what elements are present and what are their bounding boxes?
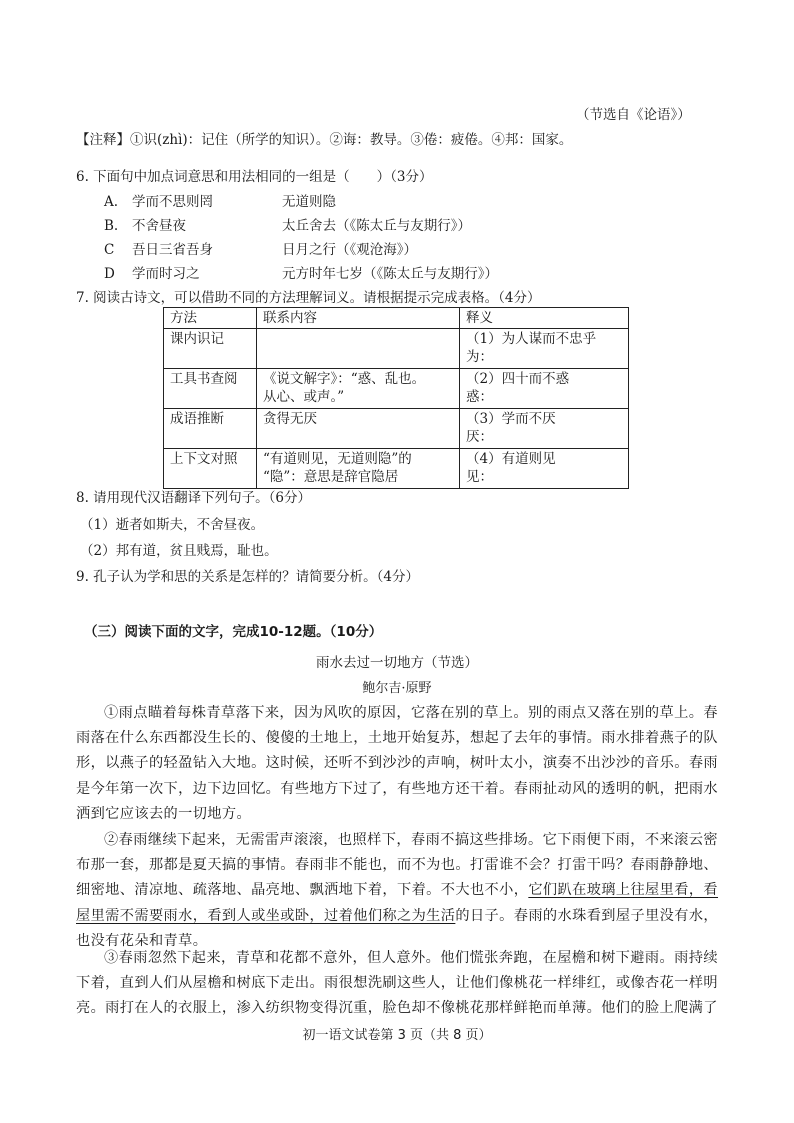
option-left: 学而不思则罔: [132, 194, 213, 210]
option-letter: B.: [104, 218, 119, 234]
option-letter: C: [104, 242, 115, 258]
passage-source: （节选自《论语》）: [576, 107, 691, 123]
question-6-option: [104, 217, 471, 235]
content-cell: [257, 409, 460, 449]
table-header-row: [164, 308, 629, 329]
meaning-line: 厌：: [466, 429, 493, 446]
table-header: 联系内容: [257, 308, 460, 329]
option-letter: A.: [104, 194, 119, 210]
method-cell: 成语推断: [164, 409, 257, 449]
meaning-line: （1）为人谋而不忠乎: [466, 331, 597, 348]
option-right: 太丘舍去（《陈太丘与友期行》）: [282, 218, 471, 234]
meaning-line: 为：: [466, 349, 493, 366]
question-6-option: [104, 265, 498, 283]
paragraph-2-text: ②春雨继续下起来，无需雷声滚滚，也照样下，春雨不搞这些排场。它下雨便下雨，不来滚云密布那一套，那都是夏天搞的事情。春雨非不能也，而不为也。打雷谁不会？打雷干吗？春雨静静地、细密地、清凉地、疏落地、晶亮地、飘洒地下着，下着。不大也不小，: [76, 832, 718, 899]
table-header: 方法: [164, 308, 257, 329]
meaning-line: （2）四十而不惑: [466, 371, 570, 388]
content-line: 《说文解字》：“惑、乱也。: [263, 371, 426, 388]
table-row: [164, 329, 629, 369]
option-right: 日月之行（《观沧海》）: [282, 242, 417, 258]
option-letter: D: [104, 266, 115, 282]
option-left: 学而时习之: [132, 266, 200, 282]
table-row: [164, 409, 629, 449]
meaning-cell: [460, 409, 629, 449]
content-cell: [257, 449, 460, 489]
content-line: 贪得无厌: [263, 411, 317, 428]
paragraph-3: ③春雨忽然下起来，青草和花都不意外，但人意外。他们慌张奔跑，在屋檐和树下避雨。雨持续下着，直到人们从屋檐和树底下走出。雨很想洗刷这些人，让他们像桃花一样绯红，或像杏花一样明亮。雨打在人的衣服上，渗入纺织物变得沉重，脸色却不像桃花那样鲜艳而单薄。他们的脸上爬满了: [76, 950, 718, 1017]
content-line: “有道则见，无道则隐”的: [263, 451, 412, 468]
question-6-option: [104, 241, 417, 259]
meaning-line: （3）学而不厌: [466, 411, 556, 428]
meaning-cell: [460, 369, 629, 409]
option-left: 不舍昼夜: [132, 218, 186, 234]
meaning-line: （4）有道则见: [466, 451, 556, 468]
content-cell: [257, 329, 460, 369]
section-title: （三）阅读下面的文字，完成10-12题。（10分）: [84, 624, 383, 640]
paragraph-2-text-end: 的日子。春雨的水珠看到屋子里没有水，也没有花朵和青草。: [76, 907, 719, 949]
annotation-note: 【注释】①识(zhì)：记住（所学的知识）。②诲：教导。③倦：疲倦。④邦：国家。: [76, 132, 573, 148]
paragraph-1: ①雨点瞄着每株青草落下来，因为风吹的原因，它落在别的草上。别的雨点又落在别的草上。春雨落在什么东西都没生长的、傻傻的土地上，土地开始复苏，想起了去年的事情。雨水排着燕子的队形，以燕子的轻盈钻入大地。这时候，还听不到沙沙的声响，树叶太小，演奏不出沙沙的音乐。春雨是今年第一次下，边下边回忆。有些地方下过了，有些地方还干着。春雨扯动风的透明的帆，把雨水洒到它应该去的一切地方。: [76, 705, 718, 822]
meaning-line: 惑：: [466, 389, 493, 406]
question-7-stem: 7. 阅读古诗文，可以借助不同的方法理解词义。请根据提示完成表格。（4分）: [76, 290, 541, 306]
paragraph-2: [76, 828, 718, 954]
question-8-item: （1）逝者如斯夫，不舍昼夜。: [80, 517, 265, 533]
question-6-option: [104, 193, 336, 211]
article-author: 鲍尔吉·原野: [362, 681, 432, 696]
question-9-stem: 9. 孔子认为学和思的关系是怎样的？请简要分析。（4分）: [76, 569, 420, 585]
question-8-stem: 8. 请用现代汉语翻译下列句子。（6分）: [76, 490, 312, 506]
meaning-cell: [460, 329, 629, 369]
table-row: [164, 369, 629, 409]
underlined-sentence: 它们趴在玻璃上往屋里看，看屋里需不需要雨水，看到人或坐或卧，过着他们称之为生活: [76, 882, 719, 924]
content-line: “隐”：意思是辞官隐居: [263, 469, 399, 486]
meaning-cell: [460, 449, 629, 489]
page-footer: 初一语文试卷第 3 页（共 8 页）: [302, 1028, 492, 1043]
article-title: 雨水去过一切地方（节选）: [316, 655, 478, 671]
vocabulary-table: [163, 307, 629, 489]
question-8-item: （2）邦有道，贫且贱焉，耻也。: [80, 543, 278, 559]
content-cell: [257, 369, 460, 409]
table-row: [164, 449, 629, 489]
option-right: 元方时年七岁（《陈太丘与友期行》）: [282, 266, 498, 282]
method-cell: 上下文对照: [164, 449, 257, 489]
option-right: 无道则隐: [282, 194, 336, 210]
question-6-stem: 6. 下面句中加点词意思和用法相同的一组是（ ）（3分）: [76, 169, 433, 185]
method-cell: 工具书查阅: [164, 369, 257, 409]
meaning-line: 见：: [466, 469, 493, 486]
option-left: 吾日三省吾身: [132, 242, 213, 258]
method-cell: 课内识记: [164, 329, 257, 369]
table-header: 释义: [460, 308, 629, 329]
content-line: 从心、或声。”: [263, 389, 345, 406]
